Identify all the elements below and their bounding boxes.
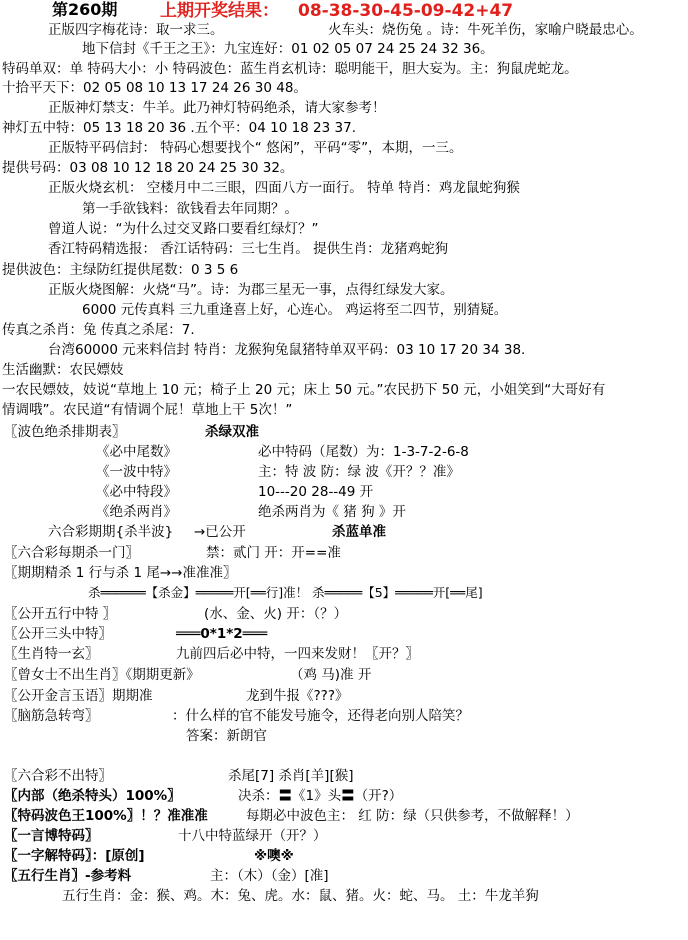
yibo: 《一波中特》 [96,464,177,480]
fax-info: 6000 元传真料 三九重逢喜上好，心连心。 鸡运将至二四节，别猜疑。 [82,302,508,318]
bizhong-wei: 《必中尾数》 [96,444,177,460]
neibu-val: 决杀：〓《1》头〓（开?） [238,788,403,804]
lamp-ban: 正版神灯禁支：牛羊。此乃神灯特码绝杀，请大家参考！ [48,100,386,116]
bose-title: 〖波色绝杀排期表〗 [4,424,126,440]
liuhe-banbo-val: →已公开 [194,524,246,540]
zeng-says: 曾道人说：“为什么过交叉路口要看红绿灯？” [48,221,319,237]
santou-val: ═══0*1*2═══ [176,626,268,642]
shengxiao-yixuan: 〖生肖特一玄〗 [4,646,99,662]
lamp-five: 神灯五中特：05 13 18 20 36 .五个平：04 10 18 23 37. [2,120,356,136]
bizhong-duan: 《必中特段》 [96,484,177,500]
liuhe-menu-val: 禁：贰门 开：开==准 [206,545,341,561]
qijing: 〖期期精杀 1 行与杀 1 尾→→准准准〗 [4,565,237,581]
buchu-te-val: 杀尾[7] 杀肖[羊][猴] [228,768,354,784]
neibu: 〖内部（绝杀特头）100%〗 [4,788,181,804]
underground-envelope: 地下信封《千王之王》：九宝连好：01 02 05 07 24 25 24 32 36。 [82,41,494,57]
zeng-nvshi-val: （鸡 马)准 开 [290,667,372,683]
liuhe-banbo: 六合彩期期{杀半波} [48,524,174,540]
issue-number: 第260期 [52,0,118,19]
bose-kill: 杀绿双准 [205,424,259,440]
zeng-nvshi: 〖曾女士不出生肖〗《期期更新》 [4,667,200,683]
yiyan-val: 十八中特蓝绿开（开？） [178,828,327,844]
fire-diagram: 正版火烧图解：火烧“马”。诗：为郡三星无一事，点得红绿发大家。 [48,282,454,298]
ten-numbers: 十拾平天下：02 05 08 10 13 17 24 26 30 48。 [2,80,307,96]
jinyu-val: 龙到牛报《???》 [246,688,349,704]
hk-selection: 香江特码精选报： 香江话特码：三七生肖。 提供生肖：龙猪鸡蛇狗 [48,241,449,257]
plum-poem: 正版四字梅花诗：取一求三。 [48,22,224,38]
gongkai-wuxing: 〖公开五行中特 〗 [4,606,117,622]
tema-bose: 〖特码波色王100%〗！？准准准 [4,808,208,824]
yiyan: 〖一言博特码〗 [4,828,99,844]
santou: 〖公开三头中特〗 [4,626,112,642]
tema-bose-val: 每期必中波色主： 红 防：绿（只供参考，不做解释！） [246,808,579,824]
first-hand: 第一手欲钱料：欲钱看去年同期？。 [82,201,298,217]
special-code-info: 特码单双：单 特码大小：小 特码波色：蓝生肖玄机诗：聪明能干，胆大妄为。主：狗鼠虎蛇龙。 [2,61,578,77]
result-numbers: 08-38-30-45-09-42+47 [298,1,514,21]
wuxing-val: 主：（木）（金）[准] [210,868,329,884]
gongkai-wuxing-val: (水、金、火) 开：（？） [204,606,348,622]
jinyu: 〖公开金言玉语〗期期准 [4,688,153,704]
provided-numbers: 提供号码：03 08 10 12 18 20 24 25 30 32。 [2,160,294,176]
fax-kill: 传真之杀肖：兔 传真之杀尾：7. [2,322,195,338]
naojin-answer: 答案：新朗官 [186,728,267,744]
naojin-question: ：什么样的官不能发号施令，还得老向别人陪笑？ [172,708,469,724]
bizhong-wei-val: 必中特码（尾数）为：1-3-7-2-6-8 [258,444,469,460]
yibo-val: 主：特 波 防：绿 波《开？？准》 [258,464,460,480]
wuxing: 〖五行生肖〗-参考料 [4,868,132,884]
sha-lan: 杀蓝单准 [332,524,386,540]
juesha-val: 绝杀两肖为《 猪 狗 》开 [258,504,406,520]
juesha: 《绝杀两肖》 [96,504,177,520]
humor-line1: 一农民嫖妓，妓说“草地上 10 元；椅子上 20 元；床上 50 元。”农民扔下 50 元，小姐笑到“大哥好有 [2,382,606,398]
flat-envelope: 正版特平码信封： 特码心想要找个“ 悠闲”，平码“零”，本期，一三。 [48,140,463,156]
train-head: 火车头：烧伤兔 。诗：牛死羊伤，家喻户晓最忠心。 [328,22,643,38]
humor-title: 生活幽默：农民嫖妓 [2,362,124,378]
color-provide: 提供波色：主绿防红提供尾数：0 3 5 6 [2,262,239,278]
yizi: 〖一字解特码〗：[原创] [4,848,145,864]
wuxing-list: 五行生肖：金：猴、鸡。木：兔、虎。水：鼠、猪。火：蛇、马。 土：牛龙羊狗 [62,888,539,904]
shengxiao-yixuan-val: 九前四后必中特，一四来发财！〖开？〗 [176,646,419,662]
bizhong-duan-val: 10---20 28--49 开 [258,484,374,500]
buchu-te: 〖六合彩不出特〗 [4,768,112,784]
yizi-val: ※噢※ [254,848,294,864]
liuhe-menu: 〖六合彩每期杀一门〗 [4,545,139,561]
result-label: 上期开奖结果： [160,1,279,21]
fire-mystery: 正版火烧玄机： 空楼月中二三眼，四面八方一面行。 特单 特肖：鸡龙鼠蛇狗猴 [48,180,520,196]
taiwan-envelope: 台湾60000 元来料信封 特肖：龙猴狗兔鼠猪特单双平码：03 10 17 20 34 38. [48,342,526,358]
humor-line2: 情调哦”。农民道“有情调个屁！草地上干 5次！” [2,402,293,418]
sha-row: 杀══════【杀金】═════开[══行]准！ 杀═════【5】═════开[══尾] [88,585,483,600]
naojin: 〖脑筋急转弯〗 [4,708,99,724]
